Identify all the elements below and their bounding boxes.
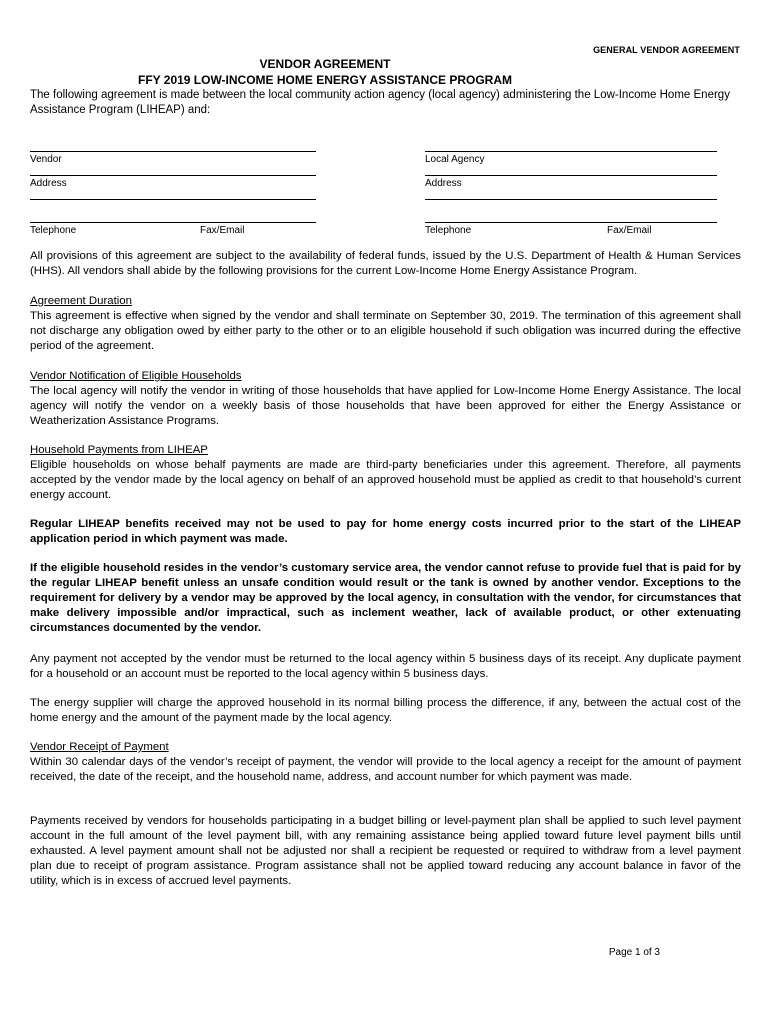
vendor-line[interactable] bbox=[30, 151, 316, 152]
receipt-heading: Vendor Receipt of Payment bbox=[30, 741, 169, 753]
payments-section bbox=[30, 443, 741, 503]
agency-telephone-label: Telephone bbox=[425, 225, 472, 236]
vendor-telephone-label: Telephone bbox=[30, 225, 77, 236]
vendor-address-line-1[interactable] bbox=[30, 175, 316, 176]
receipt-section bbox=[30, 740, 741, 785]
provisions-paragraph: All provisions of this agreement are subject to the availability of federal funds, issued by the U.S. Department of Health & Human Services (HHS). All vendors shall abide by the following provisions for the current Low-Income Home Energy Assistance Program. bbox=[30, 250, 741, 277]
notification-paragraph: The local agency will notify the vendor in writing of those households that have applied for Low-Income Home Energy Assistance. The local agency will notify the vendor on a weekly basis of those households that have been approved for either the Energy Assistance or Weatherization Assistance Programs. bbox=[30, 385, 741, 427]
supplier-paragraph: The energy supplier will charge the approved household in its normal billing process the difference, if any, between the actual cost of the home energy and the amount of the payment made by the local agency. bbox=[30, 697, 741, 724]
vendor-telephone-line[interactable] bbox=[30, 222, 316, 223]
duration-paragraph: This agreement is effective when signed by the vendor and shall terminate on September 30, 2019. The termination of this agreement shall not discharge any obligation owed by either party to the other or to an eligible household if such obligation was incurred during the effective period of the agreement. bbox=[30, 310, 741, 352]
party-fields bbox=[30, 140, 742, 240]
duration-heading: Agreement Duration bbox=[30, 295, 132, 307]
page-number: Page 1 of 3 bbox=[608, 947, 660, 958]
budget-section bbox=[30, 814, 741, 889]
return-paragraph: Any payment not accepted by the vendor must be returned to the local agency within 5 business days of its receipt. Any duplicate payment for a household or an account must be reported to the local agency within 5 business days. bbox=[30, 653, 741, 680]
budget-paragraph: Payments received by vendors for households participating in a budget billing or level-payment plan shall be applied to such level payment account in the full amount of the level payment bill, with any remaining assistance being applied toward future level payment bills until exhausted. A level payment amount shall not be adjusted nor shall a recipient be requested or required to withdraw from a level payment plan due to receipt of program assistance. Program assistance shall not be applied toward reducing any account balance in favor of the utility, which is in excess of accrued level payments. bbox=[30, 815, 741, 887]
bold-paragraph-1: Regular LIHEAP benefits received may not be used to pay for home energy costs incurred prior to the start of the LIHEAP application period in which payment was made. bbox=[30, 518, 741, 545]
vendor-address-line-2[interactable] bbox=[30, 199, 316, 200]
notification-section bbox=[30, 369, 741, 429]
payments-heading: Household Payments from LIHEAP bbox=[30, 444, 208, 456]
agency-address-line-1[interactable] bbox=[425, 175, 717, 176]
receipt-paragraph: Within 30 calendar days of the vendor’s receipt of payment, the vendor will provide to the local agency a receipt for the amount of payment received, the date of the receipt, and the household name, address, and account number for which payment was made. bbox=[30, 756, 741, 783]
bold-notice-2 bbox=[30, 561, 741, 636]
duration-section bbox=[30, 294, 741, 354]
agency-fax-label: Fax/Email bbox=[607, 225, 652, 236]
document-title: VENDOR AGREEMENT bbox=[259, 57, 391, 71]
bold-paragraph-2: If the eligible household resides in the vendor’s customary service area, the vendor cannot refuse to provide fuel that is paid for by the regular LIHEAP benefit unless an unsafe condition would result or the tank is owned by another vendor. Exceptions to the requirement for delivery by a vendor may be approved by the local agency, in consultation with the vendor, for circumstances that make delivery impossible and/or impractical, such as inclement weather, lack of available product, or other extenuating circumstances documented by the vendor. bbox=[30, 562, 741, 634]
agency-address-line-2[interactable] bbox=[425, 199, 717, 200]
return-section bbox=[30, 652, 741, 682]
provisions-section bbox=[30, 249, 741, 279]
document-subtitle: FFY 2019 LOW-INCOME HOME ENERGY ASSISTANCE PROGRAM bbox=[137, 73, 513, 87]
agency-label: Local Agency bbox=[425, 154, 485, 165]
vendor-fax-label: Fax/Email bbox=[200, 225, 245, 236]
payments-paragraph: Eligible households on whose behalf payments are made are third-party beneficiaries under this agreement. Therefore, all payments accepted by the vendor made by the local agency on behalf of an approved household must be applied as credit to that household’s current energy account. bbox=[30, 459, 741, 501]
agency-telephone-line[interactable] bbox=[425, 222, 717, 223]
intro-paragraph: The following agreement is made between the local community action agency (local agency) administering the Low-Income Home Energy Assistance Program (LIHEAP) and: bbox=[30, 89, 730, 116]
agency-line[interactable] bbox=[425, 151, 717, 152]
vendor-address-label: Address bbox=[30, 178, 67, 189]
bold-notice-1 bbox=[30, 517, 741, 547]
header-label: GENERAL VENDOR AGREEMENT bbox=[593, 45, 740, 55]
supplier-section bbox=[30, 696, 741, 726]
agency-address-label: Address bbox=[425, 178, 462, 189]
vendor-label: Vendor bbox=[30, 154, 62, 165]
notification-heading: Vendor Notification of Eligible Households bbox=[30, 370, 242, 382]
